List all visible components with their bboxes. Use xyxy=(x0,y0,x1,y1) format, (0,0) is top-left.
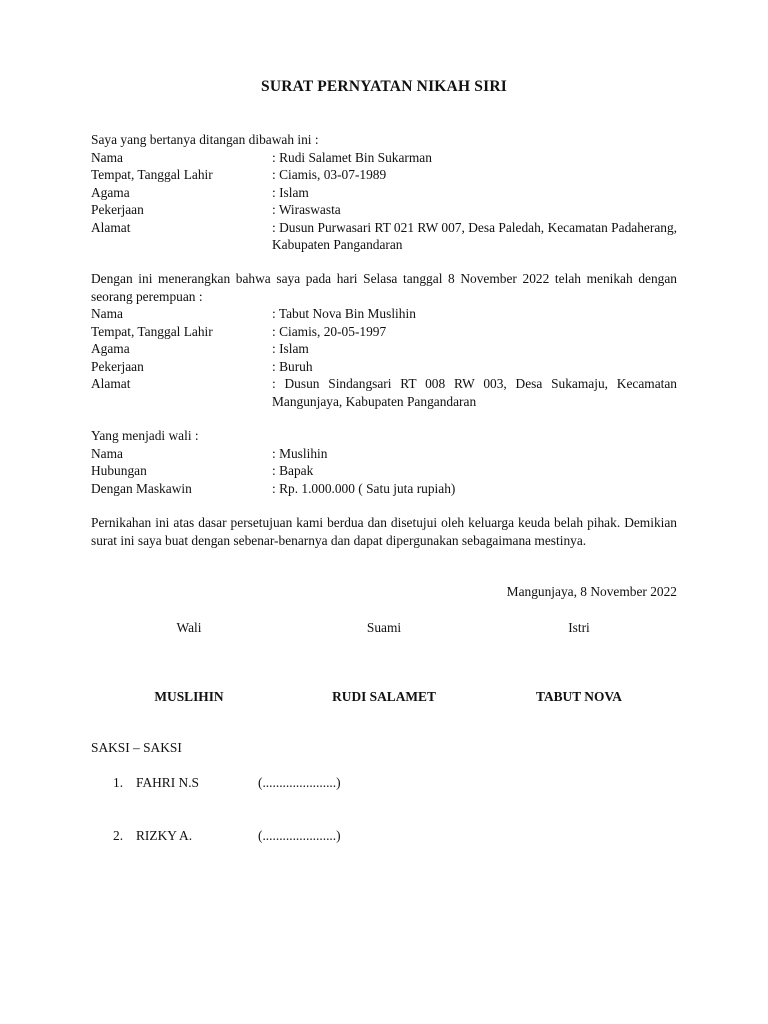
witness-item xyxy=(113,827,413,847)
field-label: Tempat, Tanggal Lahir xyxy=(91,167,213,182)
groom-row-birth xyxy=(91,166,677,184)
bride-row-religion xyxy=(91,340,677,358)
document-title: SURAT PERNYATAN NIKAH SIRI xyxy=(261,78,507,95)
name-istri: TABUT NOVA xyxy=(536,689,622,704)
witness-number: 1. xyxy=(113,775,124,790)
guardian-row-relation xyxy=(91,462,677,480)
statement-text: Dengan ini menerangkan bahwa saya pada hari Selasa tanggal 8 November 2022 telah menikah dengan seorang perempuan : xyxy=(91,271,677,304)
groom-section xyxy=(91,131,677,254)
intro-text: Saya yang bertanya ditangan dibawah ini : xyxy=(91,132,319,147)
field-value: : Dusun Purwasari RT 021 RW 007, Desa Paledah, Kecamatan Padaherang, Kabupaten Pangandaran xyxy=(272,219,677,252)
closing-paragraph: Pernikahan ini atas dasar persetujuan kami berdua dan disetujui oleh keluarga keuda belah pihak. Demikian surat ini saya buat dengan sebenar-benarnya dan dapat dipergunakan sebagaimana mestinya. xyxy=(91,515,677,548)
witness-number: 2. xyxy=(113,828,124,843)
field-label: Agama xyxy=(91,184,130,200)
guardian-row-name xyxy=(91,445,677,463)
field-value: : Tabut Nova Bin Muslihin xyxy=(272,306,416,321)
field-label: Pekerjaan xyxy=(91,358,144,374)
field-value: : Rp. 1.000.000 ( Satu juta rupiah) xyxy=(272,480,456,496)
name-wali: MUSLIHIN xyxy=(154,689,224,704)
witness-name: FAHRI N.S xyxy=(136,775,199,790)
field-label: Hubungan xyxy=(91,463,147,478)
field-value: : Dusun Sindangsari RT 008 RW 003, Desa Sukamaju, Kecamatan Mangunjaya, Kabupaten Pangandaran xyxy=(272,376,677,409)
field-label: Alamat xyxy=(91,376,131,391)
bride-row-birth xyxy=(91,323,677,341)
role-istri: Istri xyxy=(568,620,590,635)
witness-item xyxy=(113,774,413,794)
groom-row-name xyxy=(91,149,677,167)
field-label: Agama xyxy=(91,341,130,356)
guardian-section xyxy=(91,427,677,497)
field-label: Pekerjaan xyxy=(91,202,144,217)
guardian-intro: Yang menjadi wali : xyxy=(91,428,199,443)
field-value: : Rudi Salamet Bin Sukarman xyxy=(272,149,432,165)
witness-signature-line: (......................) xyxy=(258,775,341,790)
field-value: : Islam xyxy=(272,184,309,200)
bride-section xyxy=(91,270,677,410)
field-value: : Buruh xyxy=(272,358,313,374)
field-value: : Ciamis, 20-05-1997 xyxy=(272,323,387,339)
signatory-roles xyxy=(0,619,768,639)
name-suami: RUDI SALAMET xyxy=(332,689,436,704)
field-value: : Ciamis, 03-07-1989 xyxy=(272,167,387,182)
bride-row-job xyxy=(91,358,677,376)
field-value: : Islam xyxy=(272,341,309,356)
bride-row-address xyxy=(91,375,677,410)
witnesses-heading: SAKSI – SAKSI xyxy=(91,740,182,755)
field-label: Tempat, Tanggal Lahir xyxy=(91,323,213,339)
witness-signature-line: (......................) xyxy=(258,828,341,843)
field-label: Alamat xyxy=(91,219,131,235)
field-value: : Bapak xyxy=(272,463,314,478)
signatory-names xyxy=(0,688,768,708)
field-label: Nama xyxy=(91,149,123,165)
groom-row-job xyxy=(91,201,677,219)
place-date: Mangunjaya, 8 November 2022 xyxy=(506,584,677,599)
field-value: : Muslihin xyxy=(272,445,328,461)
groom-row-religion xyxy=(91,184,677,202)
field-label: Nama xyxy=(91,306,123,321)
role-wali: Wali xyxy=(176,620,202,635)
field-label: Nama xyxy=(91,445,123,461)
field-label: Dengan Maskawin xyxy=(91,480,192,496)
role-suami: Suami xyxy=(366,620,402,635)
witness-name: RIZKY A. xyxy=(136,828,193,843)
bride-row-name xyxy=(91,305,677,323)
field-value: : Wiraswasta xyxy=(272,202,341,217)
guardian-row-dowry xyxy=(91,480,677,498)
groom-row-address xyxy=(91,219,677,254)
